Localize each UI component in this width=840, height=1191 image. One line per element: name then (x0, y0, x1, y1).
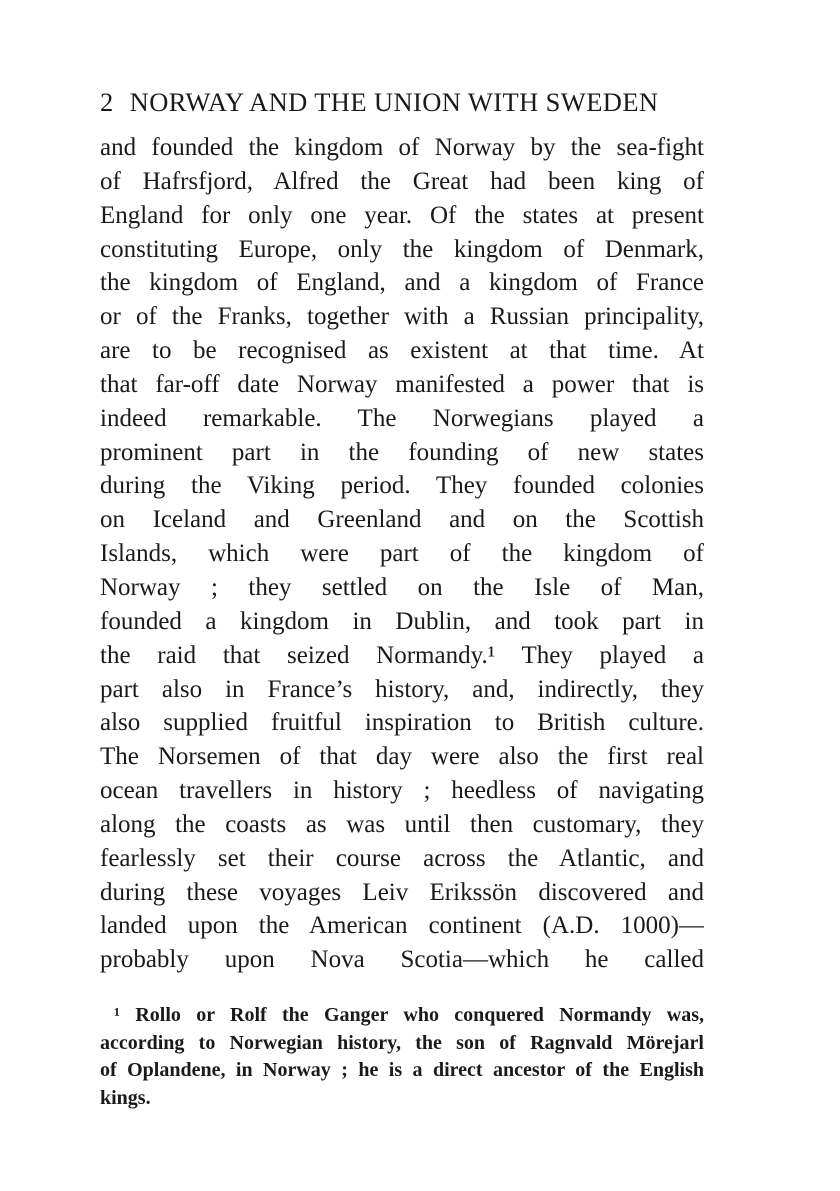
footnote-line: kings. (100, 1086, 151, 1109)
running-head-title: NORWAY AND THE UNION WITH SWEDEN (129, 87, 659, 117)
body-line: part also in France’s history, and, indirectly, they (100, 675, 704, 703)
body-line: The Norsemen of that day were also the first real (100, 743, 704, 771)
body-line: probably upon Nova Scotia—which he called (100, 946, 704, 974)
body-text (100, 131, 704, 977)
body-line: during these voyages Leiv Erikssön discovered and (100, 878, 704, 906)
page-number: 2 (100, 87, 114, 117)
footnote-line: of Oplandene, in Norway ; he is a direct ancestor of the English (100, 1059, 704, 1081)
body-line: that far-off date Norway manifested a power that is (100, 370, 704, 398)
body-line: or of the Franks, together with a Russian principality, (100, 303, 704, 331)
body-line: Norway ; they settled on the Isle of Man, (100, 573, 704, 601)
body-line: Islands, which were part of the kingdom of (100, 540, 704, 568)
body-line: fearlessly set their course across the Atlantic, and (100, 844, 704, 872)
body-line: indeed remarkable. The Norwegians played a (100, 404, 704, 432)
running-head (100, 84, 710, 120)
body-line: the raid that seized Normandy.¹ They played a (100, 641, 704, 669)
footnotes (100, 1002, 704, 1112)
body-line: along the coasts as was until then customary, they (100, 810, 704, 838)
body-line: during the Viking period. They founded colonies (100, 472, 704, 500)
footnote-line: ¹ Rollo or Rolf the Ganger who conquered Normandy was, (114, 1004, 704, 1026)
body-line: constituting Europe, only the kingdom of Denmark, (100, 235, 704, 263)
body-line: are to be recognised as existent at that time. At (100, 337, 704, 365)
body-line: prominent part in the founding of new states (100, 438, 704, 466)
body-line: England for only one year. Of the states at present (100, 201, 704, 229)
body-line: founded a kingdom in Dublin, and took part in (100, 607, 704, 635)
body-line: of Hafrsfjord, Alfred the Great had been king of (100, 167, 704, 195)
body-line: the kingdom of England, and a kingdom of France (100, 269, 704, 297)
footnote-line: according to Norwegian history, the son of Ragnvald Mörejarl (100, 1031, 704, 1054)
body-line: and founded the kingdom of Norway by the sea-fight (100, 134, 704, 161)
body-line: landed upon the American continent (A.D. 1000)— (100, 912, 704, 940)
body-line: ocean travellers in history ; heedless of navigating (100, 777, 704, 805)
body-line: on Iceland and Greenland and on the Scottish (100, 506, 704, 534)
body-line: also supplied fruitful inspiration to British culture. (100, 709, 704, 737)
